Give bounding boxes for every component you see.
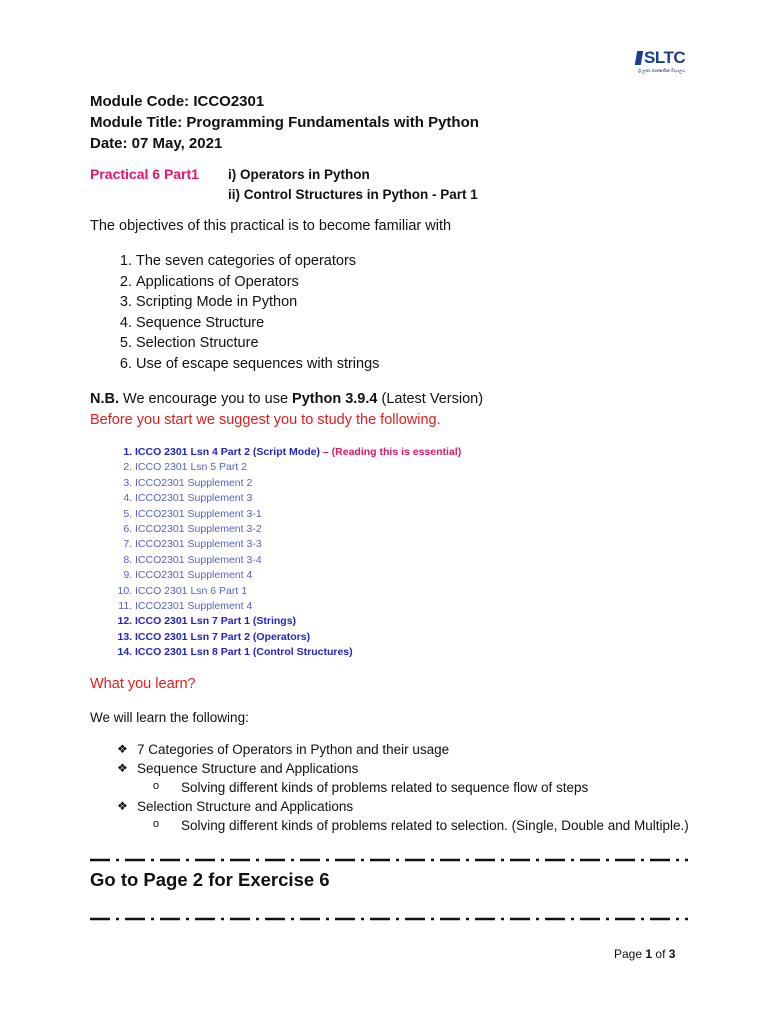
page-number: Page 1 of 3 xyxy=(614,947,676,961)
objective-item: 4. Sequence Structure xyxy=(136,313,379,334)
diamond-bullet-icon: ❖ xyxy=(117,742,128,756)
nb-warning: Before you start we suggest you to study the following. xyxy=(90,412,441,428)
reading-item: 10. ICCO 2301 Lsn 6 Part 1 xyxy=(135,584,461,599)
nb-version: Python 3.9.4 xyxy=(292,391,378,407)
separator-bottom xyxy=(90,909,688,915)
objective-item: 3. Scripting Mode in Python xyxy=(136,292,379,313)
circle-bullet-icon: o xyxy=(153,818,160,830)
objective-item: 2. Applications of Operators xyxy=(136,272,379,293)
objective-item: 6. Use of escape sequences with strings xyxy=(136,354,379,375)
sltc-logo xyxy=(636,50,686,84)
diamond-bullet-icon: ❖ xyxy=(117,761,128,775)
circle-bullet-icon: o xyxy=(153,780,160,792)
reading-item: 2. ICCO 2301 Lsn 5 Part 2 xyxy=(135,460,461,475)
objectives-list xyxy=(91,251,379,375)
reading-item: 3. ICCO2301 Supplement 2 xyxy=(135,476,461,491)
logo-subtext: ශ්‍රී ලංකා තාක්ෂණික විද්‍යාලය xyxy=(638,68,685,73)
reading-item: 6. ICCO2301 Supplement 3-2 xyxy=(135,522,461,537)
reading-item: 4. ICCO2301 Supplement 3 xyxy=(135,491,461,506)
module-title: Module Title: Programming Fundamentals with Python xyxy=(90,114,479,131)
diamond-bullet-icon: ❖ xyxy=(117,799,128,813)
reading-note: (Reading this is essential) xyxy=(331,446,462,458)
objectives-intro: The objectives of this practical is to become familiar with xyxy=(90,218,452,234)
reading-item: 11. ICCO2301 Supplement 4 xyxy=(135,599,461,614)
reading-item: 9. ICCO2301 Supplement 4 xyxy=(135,568,461,583)
nb-note xyxy=(90,391,483,407)
nb-suffix: (Latest Version) xyxy=(381,391,484,407)
reading-item: 13. ICCO 2301 Lsn 7 Part 2 (Operators) xyxy=(135,630,461,645)
objective-item: 1. The seven categories of operators xyxy=(136,251,379,272)
practical-item: ii) Control Structures in Python - Part 1 xyxy=(228,187,478,202)
learn-heading: What you learn? xyxy=(90,676,196,692)
separator-top xyxy=(90,850,688,856)
practical-label: Practical 6 Part1 xyxy=(90,166,199,182)
reading-item: 5. ICCO2301 Supplement 3-1 xyxy=(135,507,461,522)
logo-text: SLTC xyxy=(644,48,686,67)
nb-prefix: N.B. xyxy=(90,391,119,407)
goto-exercise: Go to Page 2 for Exercise 6 xyxy=(90,869,330,890)
objective-item: 5. Selection Structure xyxy=(136,333,379,354)
learn-intro: We will learn the following: xyxy=(90,710,249,725)
reading-item: 1. ICCO 2301 Lsn 4 Part 2 (Script Mode) – (Reading this is essential) xyxy=(135,445,461,460)
reading-item: 7. ICCO2301 Supplement 3-3 xyxy=(135,537,461,552)
reading-list xyxy=(112,445,461,661)
nb-text: We encourage you to use xyxy=(123,391,289,407)
practical-item: i) Operators in Python xyxy=(228,167,370,182)
reading-item: 12. ICCO 2301 Lsn 7 Part 1 (Strings) xyxy=(135,614,461,629)
reading-item: 8. ICCO2301 Supplement 3-4 xyxy=(135,553,461,568)
module-date: Date: 07 May, 2021 xyxy=(90,135,223,152)
reading-item: 14. ICCO 2301 Lsn 8 Part 1 (Control Structures) xyxy=(135,645,461,660)
logo-mark-icon xyxy=(635,51,643,65)
module-code: Module Code: ICCO2301 xyxy=(90,93,265,110)
